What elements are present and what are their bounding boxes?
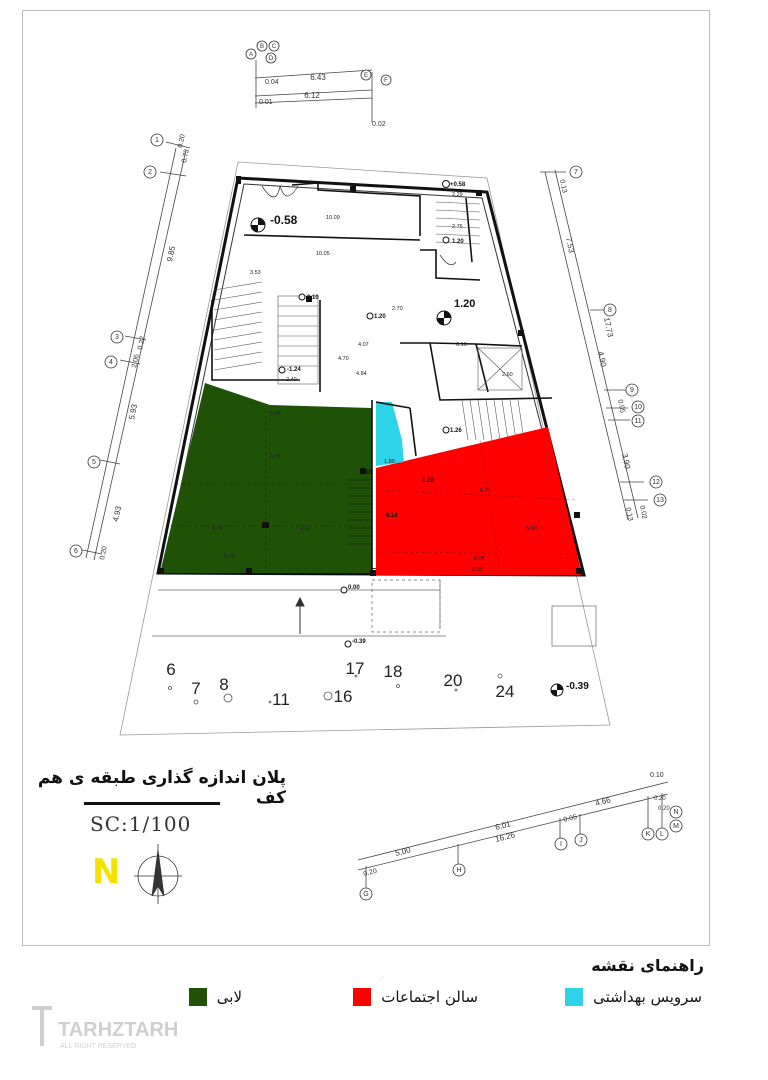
title-underline bbox=[84, 802, 220, 805]
interior-dim: 6.05 bbox=[474, 556, 485, 562]
parking-number: 7 bbox=[191, 679, 201, 698]
level-label: 1.20 bbox=[422, 478, 434, 484]
dim-right-1: 0.13 bbox=[558, 178, 568, 194]
level-marker-icon bbox=[437, 311, 451, 325]
level-marker-icon bbox=[551, 684, 563, 696]
dim-right-5: 0.05 bbox=[616, 398, 626, 414]
legend-swatch-icon bbox=[565, 988, 583, 1006]
tarhztarh-logo-icon bbox=[30, 1002, 190, 1054]
axis-8-label: 8 bbox=[608, 307, 612, 314]
dim-bottom-3: 0.20 bbox=[654, 796, 666, 802]
stairs-east bbox=[462, 348, 524, 440]
interior-dim: 4.07 bbox=[358, 342, 369, 348]
dim-left-7: 4.93 bbox=[111, 505, 124, 523]
legend-item-hall bbox=[353, 988, 478, 1006]
level-marker-icon bbox=[279, 367, 285, 373]
interior-dim: 3.53 bbox=[250, 270, 261, 276]
axis-10-label: 10 bbox=[634, 404, 642, 411]
interior-dim: 4.84 bbox=[356, 371, 367, 377]
axis-I-label: I bbox=[560, 841, 562, 848]
axis-M-label: M bbox=[673, 823, 679, 830]
north-arrow-icon bbox=[134, 844, 182, 904]
axis-E-label: E bbox=[363, 73, 369, 79]
level-label: 0.10 bbox=[307, 295, 319, 301]
interior-dim: 10.09 bbox=[326, 215, 340, 221]
dim-right-6: 3.90 bbox=[620, 452, 633, 470]
drawing-scale: SC:1/100 bbox=[90, 812, 192, 836]
level-label: -1.24 bbox=[287, 367, 301, 373]
interior-dim: 5.28 bbox=[270, 411, 281, 417]
axis-L-label: L bbox=[660, 831, 664, 838]
dim-left-2: 0.73 bbox=[181, 148, 191, 164]
left-axis-markers bbox=[70, 134, 163, 557]
dim-left-1: 0.20 bbox=[177, 133, 187, 149]
level-label: 1.20 bbox=[452, 239, 464, 245]
axis-F-label: F bbox=[384, 78, 388, 84]
level-marker-icon bbox=[443, 237, 449, 243]
wc-zone bbox=[376, 402, 404, 466]
dim-bottom-1: 0.10 bbox=[650, 772, 664, 779]
dim-left-8: 0.20 bbox=[99, 545, 109, 561]
axis-D-label: D bbox=[268, 56, 274, 62]
interior-dim: 5.40 bbox=[526, 526, 537, 532]
dim-left-6: 5.93 bbox=[127, 403, 140, 421]
dim-top-2: 6.12 bbox=[304, 91, 320, 100]
interior-dim: 2.70 bbox=[392, 306, 403, 312]
dim-top-1: 6.43 bbox=[310, 73, 326, 82]
drawing-title: پلان اندازه گذاری طبقه ی هم کف bbox=[37, 768, 286, 808]
dim-left-5: 0.22 bbox=[137, 335, 147, 351]
level-label: -0.39 bbox=[566, 681, 589, 692]
dim-top-5: 0.02 bbox=[372, 121, 386, 128]
axis-2-label: 2 bbox=[148, 169, 152, 176]
dim-top-3: 0.04 bbox=[265, 79, 279, 86]
legend-title: راهنمای نقشه bbox=[591, 956, 704, 975]
entry-arrow bbox=[296, 598, 304, 634]
interior-dim: 6.16 bbox=[456, 342, 467, 348]
parking-number: 18 bbox=[383, 662, 403, 681]
interior-dim: 2.75 bbox=[452, 224, 463, 230]
logo-sub: ALL RIGHT RESERVED bbox=[60, 1043, 137, 1050]
axis-N-label: N bbox=[673, 809, 679, 816]
axis-C-label: C bbox=[271, 44, 277, 50]
legend-label: سالن اجتماعات bbox=[381, 988, 478, 1006]
parking-number: 24 bbox=[495, 682, 515, 701]
dim-right-4: 4.90 bbox=[596, 350, 609, 368]
axis-4-label: 4 bbox=[109, 359, 113, 366]
dim-bottom-8: 5.00 bbox=[394, 845, 412, 858]
level-marker-icon bbox=[341, 587, 347, 593]
axis-6-label: 6 bbox=[74, 548, 78, 555]
legend-item-wc bbox=[565, 988, 702, 1006]
level-label: 1.20 bbox=[454, 298, 476, 310]
parking-number: 8 bbox=[219, 675, 229, 694]
interior-dim: 2.60 bbox=[502, 372, 513, 378]
level-label: +0.58 bbox=[450, 182, 466, 188]
axis-A-label: A bbox=[248, 52, 254, 58]
axis-B-label: B bbox=[259, 44, 265, 50]
parking-number: 11 bbox=[272, 690, 290, 709]
interior-dim: 4.70 bbox=[338, 356, 349, 362]
axis-9-label: 9 bbox=[630, 387, 634, 394]
dim-top-4: 0.01 bbox=[259, 99, 273, 106]
interior-dim: 1.80 bbox=[384, 459, 395, 465]
level-label: 1.26 bbox=[450, 428, 462, 434]
axis-H-label: H bbox=[456, 867, 462, 874]
level-marker-icon bbox=[299, 294, 305, 300]
axis-11-label: 11 bbox=[634, 418, 642, 425]
level-marker-icon bbox=[367, 313, 373, 319]
interior-dim: 6.74 bbox=[270, 454, 281, 460]
dim-bottom-2: 4.66 bbox=[594, 795, 612, 808]
dim-bottom-9: 0.20 bbox=[362, 867, 378, 878]
dim-left-3: 9.85 bbox=[165, 245, 178, 263]
dim-bottom-4: 0.20 bbox=[658, 806, 670, 812]
level-label: 1.20 bbox=[374, 314, 386, 320]
legend-swatch-icon bbox=[189, 988, 207, 1006]
parking-number: 16 bbox=[333, 687, 353, 706]
interior-dim: 4.11 bbox=[300, 526, 311, 532]
axis-K-label: K bbox=[645, 831, 651, 838]
parking-number: 20 bbox=[443, 671, 463, 690]
parking-number: 17 bbox=[345, 659, 365, 678]
axis-G-label: G bbox=[363, 891, 369, 898]
axis-1-label: 1 bbox=[155, 137, 159, 144]
parking-number: 6 bbox=[166, 660, 176, 679]
level-label: 0.10 bbox=[386, 513, 398, 519]
axis-7-label: 7 bbox=[574, 169, 578, 176]
level-label: 1.20 bbox=[360, 470, 372, 476]
interior-dim: 6.71 bbox=[480, 488, 491, 494]
level-marker-icon bbox=[443, 181, 450, 188]
dim-right-2: 7.53 bbox=[564, 236, 577, 254]
front-yard bbox=[152, 580, 596, 646]
interior-dim: 5.05 bbox=[472, 567, 483, 573]
hall-zone bbox=[376, 427, 582, 575]
dim-bottom-6: 16.26 bbox=[494, 830, 516, 844]
axis-12-label: 12 bbox=[652, 479, 660, 486]
interior-dim: 2.40 bbox=[286, 377, 297, 383]
north-letter: N bbox=[92, 852, 121, 892]
legend-label: سرویس بهداشتی bbox=[593, 988, 702, 1006]
level-label: -0.58 bbox=[270, 213, 298, 227]
level-marker-icon bbox=[251, 218, 265, 232]
axis-13-label: 13 bbox=[656, 497, 664, 504]
legend-label: لابی bbox=[216, 988, 242, 1006]
parking-numbers bbox=[166, 659, 514, 709]
dim-right-7: 0.13 bbox=[624, 506, 634, 522]
axis-3-label: 3 bbox=[115, 334, 119, 341]
dim-left-4: 2.06 bbox=[131, 353, 141, 369]
level-label: 0.00 bbox=[348, 585, 360, 591]
dim-bottom-5: 6.01 bbox=[494, 819, 512, 832]
level-marker-icon bbox=[443, 427, 449, 433]
level-label: -0.39 bbox=[352, 639, 366, 645]
interior-dim: 4.79 bbox=[212, 526, 223, 532]
level-marker-icon bbox=[345, 641, 351, 647]
dim-bottom-7: 0.05 bbox=[562, 813, 578, 824]
interior-dim: 5.75 bbox=[224, 554, 235, 560]
logo-brand: TARHZTARH bbox=[58, 1019, 179, 1041]
legend-item-lobby bbox=[189, 988, 242, 1006]
interior-dim: 2.29 bbox=[452, 192, 463, 198]
interior-dim: 10.05 bbox=[316, 251, 330, 257]
dim-right-3: 17.73 bbox=[602, 316, 616, 339]
axis-5-label: 5 bbox=[92, 459, 96, 466]
dim-right-8: 0.02 bbox=[638, 504, 648, 520]
stairs-north bbox=[436, 202, 480, 244]
legend-swatch-icon bbox=[353, 988, 371, 1006]
axis-J-label: J bbox=[579, 837, 583, 844]
